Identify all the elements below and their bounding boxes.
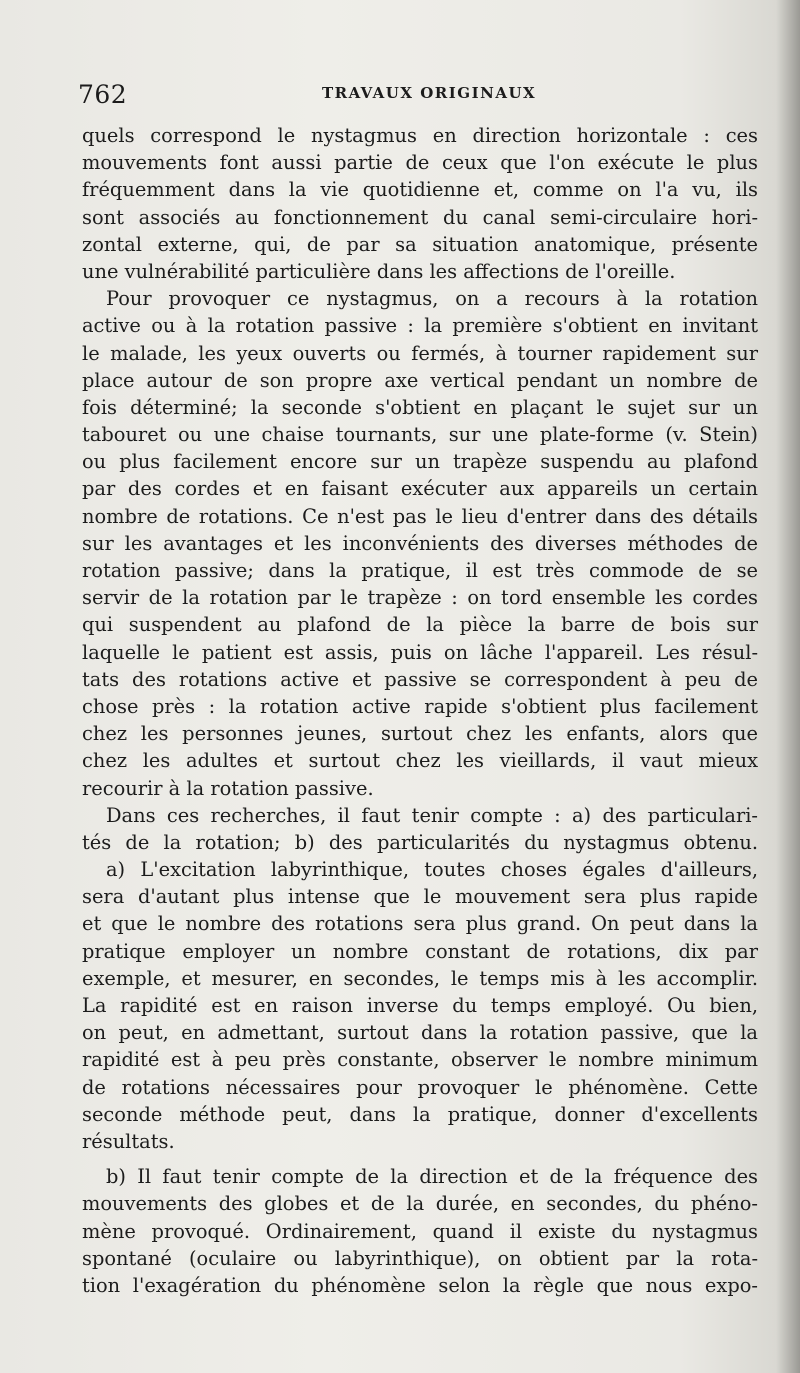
text-line: zontal externe, qui, de par sa situation anatomique, présente <box>82 232 758 256</box>
text-line: fréquemment dans la vie quotidienne et, comme on l'a vu, ils <box>82 178 758 202</box>
text-line: rotation passive; dans la pratique, il est très commode de se <box>82 559 758 582</box>
text-line: et que le nombre des rotations sera plus grand. On peut dans la <box>82 912 758 936</box>
text-line: rapidité est à peu près constante, observer le nombre minimum <box>82 1048 758 1072</box>
text-line: résultats. <box>82 1129 175 1153</box>
text-line: qui suspendent au plafond de la pièce la barre de bois sur <box>82 613 758 637</box>
paragraph <box>82 856 758 1155</box>
text-line: Pour provoquer ce nystagmus, on a recours à la rotation <box>106 287 758 311</box>
text-line: spontané (oculaire ou labyrinthique), on obtient par la rota- <box>82 1246 758 1270</box>
text-line: laquelle le patient est assis, puis on lâche l'appareil. Les résul- <box>82 640 758 664</box>
text-line: seconde méthode peut, dans la pratique, donner d'excellents <box>82 1102 758 1126</box>
page-number: 762 <box>78 80 128 109</box>
text-line: a) L'excitation labyrinthique, toutes choses égales d'ailleurs, <box>106 858 758 882</box>
text-line: ou plus facilement encore sur un trapèze suspendu au plafond <box>82 450 758 474</box>
text-line: sur les avantages et les inconvénients des diverses méthodes de <box>82 531 758 555</box>
text-line: par des cordes et en faisant exécuter aux appareils un certain <box>82 477 758 501</box>
paragraph <box>82 122 758 285</box>
text-line: une vulnérabilité particulière dans les affections de l'oreille. <box>82 259 676 283</box>
text-line: place autour de son propre axe vertical pendant un nombre de <box>82 368 758 392</box>
text-line: active ou à la rotation passive : la première s'obtient en invitant <box>82 314 758 338</box>
text-line: chez les personnes jeunes, surtout chez les enfants, alors que <box>82 722 758 746</box>
paragraph <box>82 285 758 802</box>
text-line: sera d'autant plus intense que le mouvement sera plus rapide <box>82 885 758 909</box>
text-line: La rapidité est en raison inverse du temps employé. Ou bien, <box>82 994 758 1017</box>
text-line: exemple, et mesurer, en secondes, le temps mis à les accomplir. <box>82 966 758 990</box>
text-line: de rotations nécessaires pour provoquer le phénomène. Cette <box>82 1075 758 1099</box>
text-line: tabouret ou une chaise tournants, sur une plate-forme (v. Stein) <box>82 423 758 447</box>
text-line: b) Il faut tenir compte de la direction et de la fréquence des <box>106 1165 758 1189</box>
text-line: mouvements font aussi partie de ceux que l'on exécute le plus <box>82 151 758 175</box>
text-line: tés de la rotation; b) des particularités du nystagmus obtenu. <box>82 830 758 854</box>
text-line: tats des rotations active et passive se correspondent à peu de <box>82 667 758 691</box>
text-line: pratique employer un nombre constant de rotations, dix par <box>82 939 758 963</box>
paragraph <box>82 802 758 856</box>
text-line: sont associés au fonctionnement du canal semi-circulaire hori- <box>82 205 758 229</box>
text-line: Dans ces recherches, il faut tenir compte : a) des particulari- <box>106 803 758 827</box>
text-line: quels correspond le nystagmus en direction horizontale : ces <box>82 124 758 147</box>
text-line: chose près : la rotation active rapide s'obtient plus facilement <box>82 694 758 718</box>
text-line: tion l'exagération du phénomène selon la règle que nous expo- <box>82 1273 758 1297</box>
text-line: mouvements des globes et de la durée, en secondes, du phéno- <box>82 1192 758 1216</box>
text-line: on peut, en admettant, surtout dans la rotation passive, que la <box>82 1021 758 1045</box>
paragraph <box>82 1163 758 1299</box>
running-title: TRAVAUX ORIGINAUX <box>322 84 537 102</box>
text-line: fois déterminé; la seconde s'obtient en plaçant le sujet sur un <box>82 395 758 419</box>
text-line: nombre de rotations. Ce n'est pas le lieu d'entrer dans des détails <box>82 504 758 528</box>
text-line: mène provoqué. Ordinairement, quand il existe du nystagmus <box>82 1219 758 1243</box>
text-line: recourir à la rotation passive. <box>82 776 374 800</box>
text-line: servir de la rotation par le trapèze : on tord ensemble les cordes <box>82 586 758 610</box>
body-text <box>82 122 758 1299</box>
text-line: le malade, les yeux ouverts ou fermés, à tourner rapidement sur <box>82 341 758 365</box>
text-line: chez les adultes et surtout chez les vieillards, il vaut mieux <box>82 749 758 773</box>
